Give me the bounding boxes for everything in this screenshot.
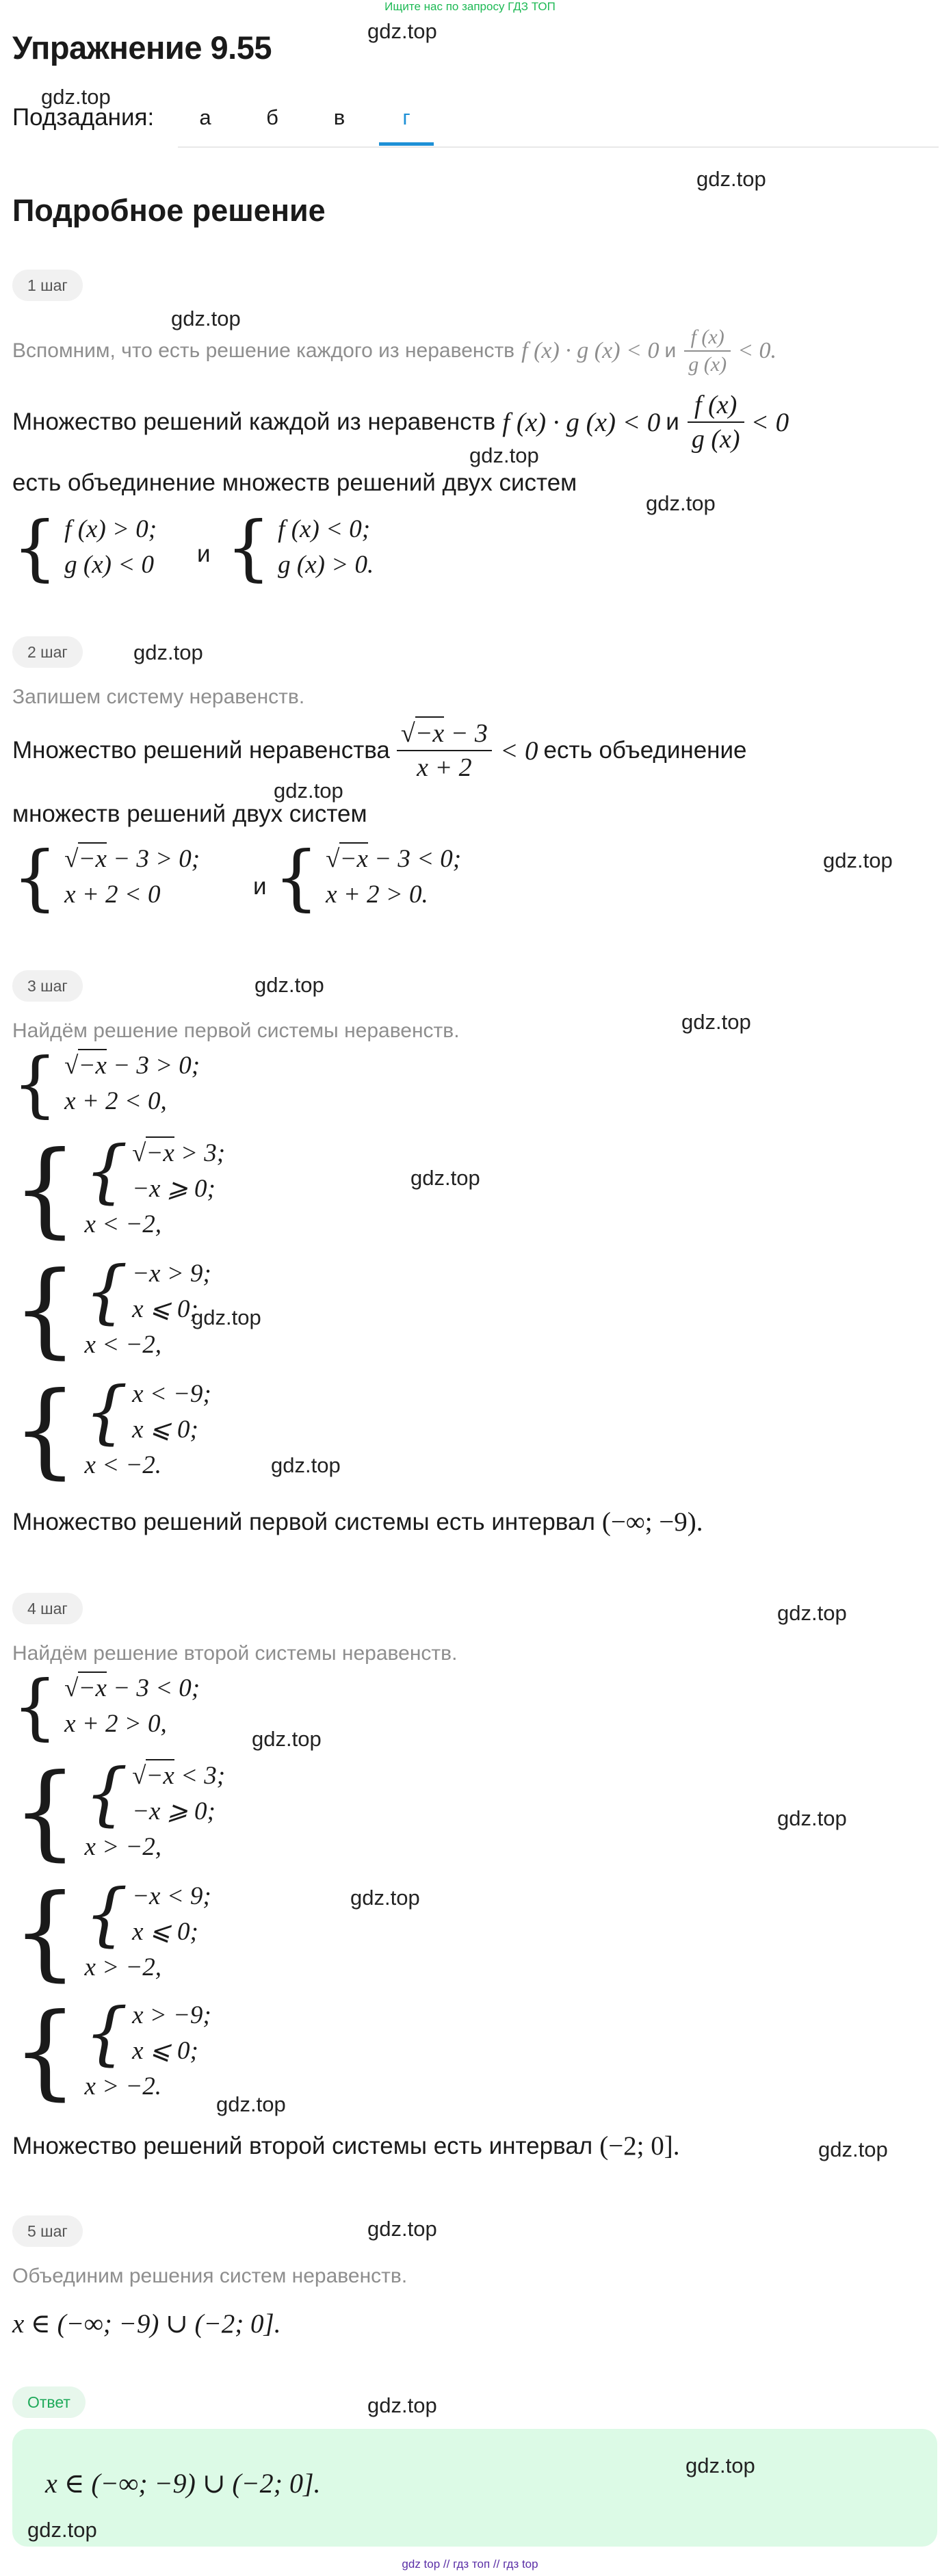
step-2-badge: 2 шаг (12, 636, 83, 668)
step-4-badge: 4 шаг (12, 1593, 83, 1624)
active-tab-indicator (379, 142, 434, 146)
step-4-system-d: { { x > −9; x ⩽ 0; x > −2. (12, 1992, 211, 2111)
step-2-text-a: Множество решений неравенства $\frac{√-x - 3}{x + 2}$ < 0 есть объединение (12, 718, 747, 783)
watermark: gdz.top (274, 779, 343, 803)
top-search-note: Ищите нас по запросу ГДЗ ТОП (384, 0, 556, 13)
subtask-tabs (178, 96, 939, 148)
answer-box (12, 2429, 937, 2547)
step-3-intro: Найдём решение первой системы неравенств. (12, 1019, 460, 1042)
step-4-system-a: { √−x − 3 < 0; x + 2 > 0, (12, 1665, 200, 1748)
step-4-system-c: { { −x < 9; x ⩽ 0; x > −2, (12, 1873, 211, 1992)
step-3-system-c: { { −x > 9; x ⩽ 0; x < −2, (12, 1250, 211, 1369)
watermark: gdz.top (367, 2393, 437, 2417)
answer-math: x ∈ (−∞; −9) ∪ (−2; 0]. (45, 2468, 321, 2499)
watermark: gdz.top (271, 1453, 341, 1477)
watermark: gdz.top (252, 1727, 322, 1751)
tab-v[interactable]: в (333, 105, 345, 129)
subtasks-label: Подзадания: (12, 104, 155, 131)
step-2-text-b: множеств решений двух систем (12, 801, 367, 827)
step-2-and: и (253, 873, 267, 900)
step-2-system-1: { √−x − 3 > 0; x + 2 < 0 (12, 835, 200, 919)
step-4-intro: Найдём решение второй системы неравенств. (12, 1642, 458, 1665)
step-3-system-d: { { x < −9; x ⩽ 0; x < −2. (12, 1370, 211, 1489)
step-3-badge: 3 шаг (12, 970, 83, 1002)
watermark: gdz.top (777, 1806, 847, 1830)
page-title: Упражнение 9.55 (12, 29, 272, 66)
step-5-result: x ∈ (−∞; −9) ∪ (−2; 0]. (12, 2309, 281, 2339)
step-1-text-b: есть объединение множеств решений двух систем (12, 469, 577, 496)
watermark: gdz.top (410, 1166, 480, 1190)
watermark: gdz.top (777, 1601, 847, 1625)
watermark: gdz.top (823, 848, 893, 872)
watermark: gdz.top (469, 443, 539, 467)
step-1-and: и (197, 541, 211, 567)
step-2-system-2: { √−x − 3 < 0; x + 2 > 0. (274, 835, 462, 919)
step-2-intro: Запишем систему неравенств. (12, 686, 305, 708)
watermark: gdz.top (646, 491, 716, 515)
watermark: gdz.top (41, 85, 111, 109)
watermark: gdz.top (133, 640, 203, 664)
watermark: gdz.top (367, 19, 437, 43)
step-1-system-1: { f (x) > 0; g (x) < 0 (12, 506, 157, 589)
step-4-system-b: { { √−x < 3; −x ⩾ 0; x > −2, (12, 1752, 226, 1871)
watermark: gdz.top (171, 307, 241, 330)
section-title: Подробное решение (12, 193, 326, 228)
step-3-system-b: { { √−x > 3; −x ⩾ 0; x < −2, (12, 1130, 226, 1249)
step-1-intro: Вспомним, что есть решение каждого из неравенств f (x) · g (x) < 0 и $\frac{f (x)}{g (x)}$ < 0. (12, 326, 777, 376)
tab-g[interactable]: г (402, 105, 410, 129)
watermark: gdz.top (216, 2092, 286, 2116)
watermark: gdz.top (686, 2454, 755, 2477)
watermark: gdz.top (27, 2518, 97, 2542)
tab-a[interactable]: а (199, 105, 211, 129)
answer-badge: Ответ (12, 2386, 86, 2418)
step-5-badge: 5 шаг (12, 2215, 83, 2247)
watermark: gdz.top (681, 1010, 751, 1034)
step-3-result: Множество решений первой системы есть интервал (−∞; −9). (12, 1507, 703, 1537)
step-1-system-2: { f (x) < 0; g (x) > 0. (226, 506, 374, 589)
step-4-result: Множество решений второй системы есть интервал (−2; 0]. (12, 2131, 680, 2161)
step-1-text-a: Множество решений каждой из неравенств f (x) · g (x) < 0 и $\frac{f (x)}{g (x)}$ < 0 (12, 391, 789, 454)
watermark: gdz.top (350, 1886, 420, 1910)
watermark: gdz.top (254, 973, 324, 997)
watermark: gdz.top (818, 2137, 888, 2161)
watermark: gdz.top (192, 1305, 261, 1329)
tab-b[interactable]: б (266, 105, 278, 129)
watermark: gdz.top (696, 167, 766, 191)
step-3-system-a: { √−x − 3 > 0; x + 2 < 0, (12, 1042, 200, 1126)
footer-links[interactable]: gdz top // гдз топ // гдз top (402, 2558, 538, 2571)
step-5-intro: Объединим решения систем неравенств. (12, 2265, 408, 2287)
watermark: gdz.top (367, 2217, 437, 2241)
step-1-badge: 1 шаг (12, 270, 83, 301)
